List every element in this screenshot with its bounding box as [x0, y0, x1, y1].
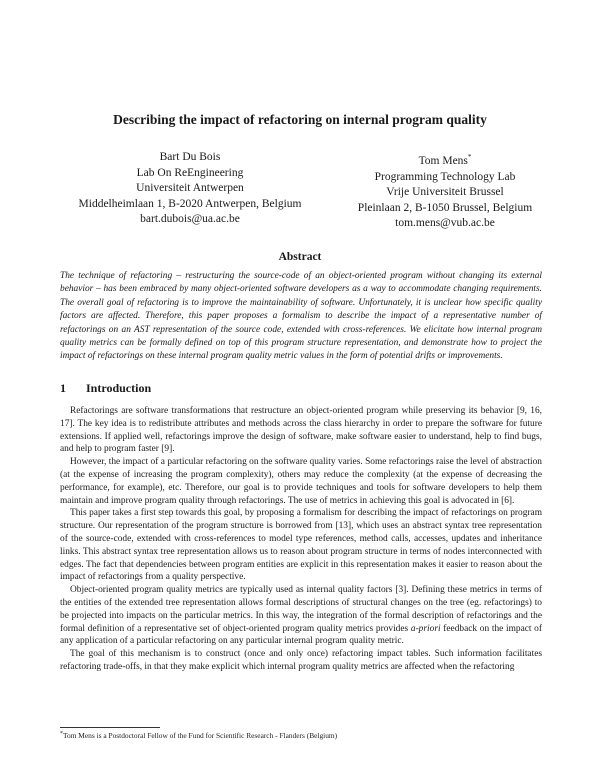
abstract-text: The technique of refactoring – restructuring the source-code of an object-oriented program without changing its external behavior – has been embraced by many object-oriented software developers as a way to accommodate changing requirements. The overall goal of refactoring is to improve the maintainability of software. Unfortunately, it is unclear how specific quality factors are affected. Therefore, this paper proposes a formalism to describe the impact of a representative number of refactorings on an AST representation of the source code, extended with cross-references. We elicitate how internal program quality metrics can be formally defined on top of this program structure representation, and demonstrate how to project the impact of refactorings on these internal program quality metric values in the form of potential drifts or improvements. — [60, 271, 542, 362]
author-email[interactable]: bart.dubois@ua.ac.be — [140, 213, 240, 226]
footnote-divider — [60, 727, 160, 728]
author-name-line — [310, 150, 580, 170]
footnote-text: Tom Mens is a Postdoctoral Fellow of the Fund for Scientific Research - Flanders (Belgium) — [63, 731, 338, 740]
author-affiliation: Lab On ReEngineering — [136, 166, 244, 179]
author-institution: Vrije Universiteit Brussel — [386, 186, 504, 199]
section-number: 1 — [60, 381, 66, 395]
paragraph: However, the impact of a particular refactoring on the software quality varies. Some refactorings raise the level of abstraction (at the expense of increasing the program complexity), others may reduce the complexity (at the expense of decreasing the performance, for example), etc. Therefore, our goal is to provide techniques and tools for software developers to help them maintain and improve program quality through refactorings. The use of metrics in achieving this goal is advocated in [6]. — [60, 457, 542, 506]
author-institution: Universiteit Antwerpen — [136, 182, 244, 195]
author-block-2 — [310, 150, 580, 232]
paragraph — [60, 584, 542, 648]
author-name: Tom Mens — [418, 155, 468, 167]
paragraph-text: Object-oriented program quality metrics are typically used as internal quality factors [3]. Defining these metrics in terms of the entities of the extended tree representation allows formal descriptions of structural changes on the tree (eg. refactorings) to be projected into impacts on the particular metrics. In this way, the integration of the formal description of refactorings and the formal definition of a representative set of object-oriented program quality metrics provides — [60, 585, 542, 634]
paragraph: This paper takes a first step towards this goal, by proposing a formalism for describing the impact of refactorings on program structure. Our representation of the program structure is borrowed from [13], which uses an abstract syntax tree representation of the source-code, extended with cross-references to model type references, method calls, accesses, updates and inheritance links. This abstract syntax tree representation allows us to reason about program structure in terms of nodes interconnected with edges. The fact that dependencies between program entities are explicit in this representation makes it easier to reason about the impact of refactorings from a quality perspective. — [60, 508, 542, 583]
author-address: Middelheimlaan 1, B-2020 Antwerpen, Belgium — [78, 197, 302, 210]
paragraph: Refactorings are software transformations that restructure an object-oriented program while preserving its behavior [9, 16, 17]. The key idea is to redistribute attributes and methods across the class hierarchy in order to prepare the software for future extensions. If applied well, refactorings improve the design of software, make software easier to understand, help to find bugs, and help to program faster [9]. — [60, 406, 542, 455]
author-email[interactable]: tom.mens@vub.ac.be — [395, 217, 495, 230]
abstract-heading: Abstract — [278, 251, 322, 263]
paragraph-text: feedback on the impact of any application of a particular refactoring on any particular internal program quality metric. — [60, 623, 542, 647]
footnote-mark: * — [60, 731, 63, 737]
section-title: Introduction — [86, 381, 152, 395]
paragraph: The goal of this mechanism is to construct (once and only once) refactoring impact tables. Such information facilitates refactoring trade-offs, in that they make explicit which internal program quality metrics are affected when the refactoring — [60, 649, 542, 672]
author-block-1 — [60, 150, 320, 228]
paper-title: Describing the impact of refactoring on internal program quality — [113, 112, 487, 127]
footnote-mark[interactable]: * — [467, 153, 472, 161]
author-address: Pleinlaan 2, B-1050 Brussel, Belgium — [357, 201, 533, 214]
footnote — [60, 731, 542, 740]
section-body — [60, 405, 542, 674]
section-heading — [60, 381, 151, 396]
author-name: Bart Du Bois — [159, 151, 221, 163]
emphasis-text: a-priori — [410, 623, 441, 634]
author-affiliation: Programming Technology Lab — [374, 170, 516, 183]
